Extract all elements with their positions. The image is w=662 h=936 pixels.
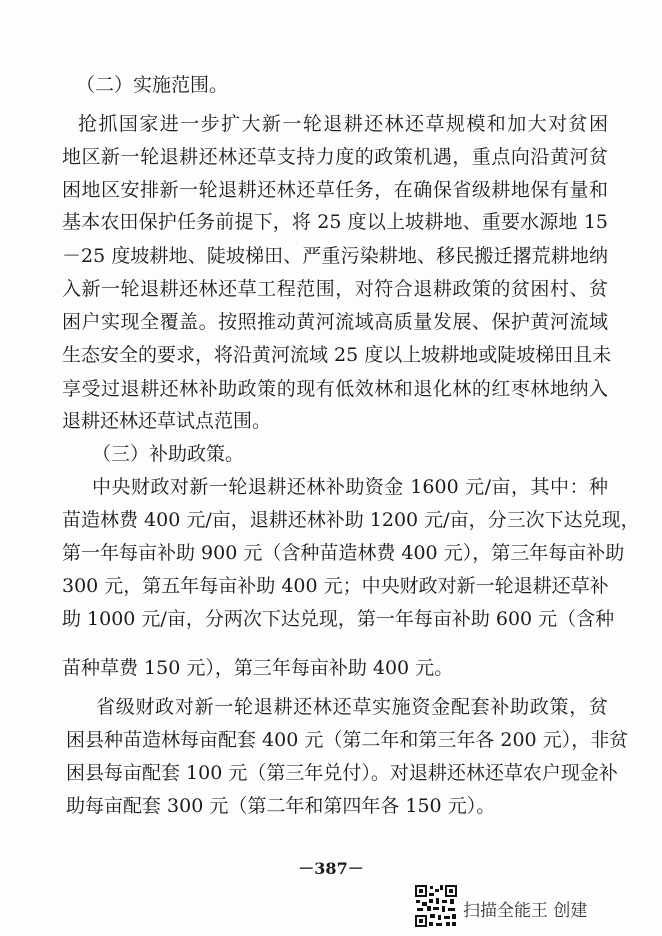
text-line: 享受过退耕还林补助政策的现有低效林和退化林的红枣林地纳入 <box>62 378 608 400</box>
text-line: 助 1000 元/亩，分两次下达兑现，第一年每亩补助 600 元（含种 <box>62 608 615 630</box>
text-line: 中央财政对新一轮退耕还林补助资金 1600 元/亩，其中：种 <box>92 476 608 498</box>
text-line: 入新一轮退耕还林还草工程范围，对符合退耕政策的贫困村、贫 <box>62 278 608 300</box>
text-line: 退耕还林还草试点范围。 <box>62 410 272 432</box>
qr-code-icon <box>414 884 458 928</box>
text-line: －25 度坡耕地、陡坡梯田、严重污染耕地、移民搬迁撂荒耕地纳 <box>62 245 608 267</box>
section-heading: （三）补助政策。 <box>92 443 245 465</box>
text-line: 困县种苗造林每亩配套 400 元（第二年和第三年各 200 元），非贫 <box>66 729 629 751</box>
text-line: 生态安全的要求，将沿黄河流域 25 度以上坡耕地或陡坡梯田且未 <box>62 344 612 366</box>
text-line: 地区新一轮退耕还林还草支持力度的政策机遇，重点向沿黄河贫 <box>62 146 608 168</box>
text-line: 困户实现全覆盖。按照推动黄河流域高质量发展、保护黄河流域 <box>62 311 608 333</box>
text-line: 第一年每亩补助 900 元（含种苗造林费 400 元），第三年每亩补助 <box>62 542 625 564</box>
text-line: 苗种草费 150 元），第三年每亩补助 400 元。 <box>62 657 454 679</box>
text-line: 苗造林费 400 元/亩，退耕还林补助 1200 元/亩，分三次下达兑现， <box>62 509 640 531</box>
scanner-watermark: 扫描全能王 创建 <box>463 901 588 921</box>
section-heading: （二）实施范围。 <box>76 74 229 96</box>
text-line: 困地区安排新一轮退耕还林还草任务，在确保省级耕地保有量和 <box>62 179 608 201</box>
page-number: －387－ <box>298 859 364 878</box>
text-line: 抢抓国家进一步扩大新一轮退耕还林还草规模和加大对贫困 <box>78 113 608 135</box>
text-line: 基本农田保护任务前提下，将 25 度以上坡耕地、重要水源地 15 <box>62 211 608 233</box>
text-line: 300 元，第五年每亩补助 400 元；中央财政对新一轮退耕还草补 <box>62 575 609 597</box>
text-line: 助每亩配套 300 元（第二年和第四年各 150 元）。 <box>66 795 496 817</box>
text-line: 困县每亩配套 100 元（第三年兑付）。对退耕还林还草农户现金补 <box>66 762 618 784</box>
text-line: 省级财政对新一轮退耕还林还草实施资金配套补助政策，贫 <box>96 696 608 718</box>
